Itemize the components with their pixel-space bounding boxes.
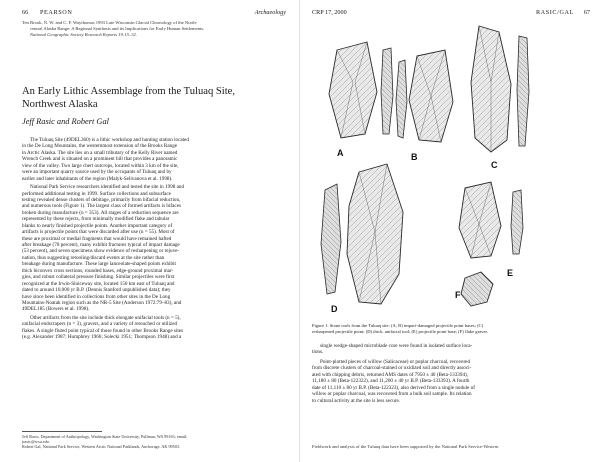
body-line: The Tuluaq Site (49DEL360) is a lithic workshop and hunting station located <box>30 137 189 143</box>
body-line: Point-plotted pieces of willow (Salicaceae) or poplar charcoal, recovered <box>320 358 471 365</box>
figure-label-f: F <box>455 290 461 300</box>
body-line: Other artifacts from the site include thick elongate unifacial tools (n = 5), <box>30 314 181 321</box>
footnote-line: Robert Gal, National Park Service, Western Arctic National Parklands, Anchorage, AK 99503. <box>22 444 180 450</box>
artifact-f <box>461 272 493 306</box>
artifact-e <box>459 182 501 258</box>
artifact-b <box>409 50 453 142</box>
body-line: dated to around 10,000 yr B.P. (Dennis Stanford unpublished data); they <box>22 287 171 294</box>
author-footnotes <box>22 434 292 450</box>
figure-label-e: E <box>507 268 514 278</box>
artifact-b-profile <box>396 60 407 138</box>
body-line: (e.g. Alexander 1987; Humphrey 1966; Solecki 1951; Thompson 1948) and a <box>22 334 182 341</box>
body-line: 11,180 ± 80 (Beta-122322), and 11,200 ± 40 yr B.P. (Beta-133393). A fourth <box>312 378 470 385</box>
body-line: recognized at the Irwin-Sluiceway site, located 150 km east of Tuluaq and <box>22 280 175 287</box>
right-page-number: 67 <box>583 9 590 16</box>
figure-label-d: D <box>331 304 338 314</box>
body-line: ated with chipping debris, returned AMS dates of 7950 ± 40 (Beta-133394), <box>312 371 469 378</box>
body-line: Wrench Creek and is situated on a prominent hill that provides a panoramic <box>22 156 178 163</box>
body-line: in Arctic Alaska. The site lies on a small tributary of the Kelly River named <box>22 149 178 156</box>
body-line: breakage during manufacture. These large lanceolate-shaped points exhibit <box>22 261 176 268</box>
reference-line: National Geographic Society Research Reports 19:15–32. <box>30 31 137 37</box>
body-line: thick biconvex cross sections, rounded bases, edge-ground proximal mar- <box>22 267 174 274</box>
body-line: broken during manufacture (n = 353). All stages of a reduction sequence are <box>22 209 179 216</box>
right-running-head-issue: CRP 17, 2000 <box>312 9 347 16</box>
body-line: gins, and robust collateral pressure finishing. Similar projectiles were first <box>22 274 175 281</box>
body-line: in the De Long Mountains, the westernmost extension of the Brooks Range <box>22 143 178 150</box>
right-body-text <box>312 343 592 404</box>
article-authors: Jeff Rasic and Robert Gal <box>22 117 109 126</box>
body-line: represented by these rejects, from minimally modified flake and tabular <box>22 216 170 223</box>
body-line: unifacial endscrapers (n = 3), gravers, and a variety of retouched or utilized <box>22 321 178 328</box>
reference-line: Ten Brook, N. W. and C. F. Waythomas 1993 Late Wisconsin Glacial Chronology of the North- <box>22 20 198 25</box>
body-line: single wedge-shaped microblade core were found in isolated surface loca- <box>320 343 473 349</box>
body-line: earlier and later inhabitants of the region (Malyk-Selivanova et al. 1998). <box>22 175 173 182</box>
body-line: performed additional testing in 1999. Surface collections and subsurface <box>22 190 171 197</box>
figure-label-a: A <box>337 148 344 158</box>
footnote-rule <box>22 431 102 432</box>
body-line: willow or poplar charcoal, was recovered from a bulk soil sample. Its relation <box>312 391 472 398</box>
figure-label-b: B <box>411 152 418 162</box>
footnote-line: jrasic@wsu.edu <box>22 439 49 445</box>
reference-line: central Alaska Range: A Regional Synthesis and its Implications for Early Human Settlements. <box>30 25 205 31</box>
body-line: blanks to nearly finished projectile points. Another important category of <box>22 222 173 229</box>
body-line: after breakage (78 percent), many exhibit fractures typical of impact damage <box>22 242 180 248</box>
body-line: these are proximal or medial fragments that would have remained hafted <box>22 235 172 242</box>
article-title <box>22 85 292 111</box>
body-line: and numerous tools (Figure 1). The largest class of formed artifacts is bifaces <box>22 203 181 210</box>
footnote-line: Jeff Rasic, Department of Anthropology, Washington State University, Pullman, WA 99163; email: <box>22 434 188 439</box>
artifact-a-profile <box>381 48 393 134</box>
article-title-line: Northwest Alaska <box>22 99 98 110</box>
body-line: were an important quarry source used by the occupants of Tuluaq and by <box>22 169 172 176</box>
body-line: (53 percent), and seven specimens show evidence of resharpening or rejuve- <box>22 248 180 255</box>
artifact-c <box>471 26 511 152</box>
body-line: have since been identified in collections from other sites in the De Long <box>22 293 171 300</box>
body-line: National Park Service researchers identified and tested the site in 1998 and <box>30 184 185 191</box>
body-line: Mountains-Noatak region such as the NR-5 Site (Anderson 1972:79–83), and <box>22 299 182 306</box>
figure-drawing <box>315 22 555 320</box>
artifact-d <box>347 164 403 304</box>
body-line: nation, thus suggesting retooling/discard events at the site rather than <box>22 254 165 261</box>
figure-caption <box>312 323 592 335</box>
artifact-d-profile <box>321 184 341 294</box>
reference-entry <box>22 20 290 38</box>
body-line: flakes. A single fluted point typical of those found in other Brooks Range sites <box>22 327 184 334</box>
caption-line: resharpened projectile point; (D) thick, unifacial tool; (E) projectile point base; (F) flake graver. <box>312 328 488 334</box>
caption-line: Figure 1. Stone tools from the Tuluaq site: (A, B) impact-damaged projectile point bases; (C) <box>312 323 484 328</box>
left-running-head-author: PEARSON <box>40 9 73 16</box>
right-running-head-author: RASIC/GAL <box>535 9 574 16</box>
left-running-head-journal: Archaeology <box>254 9 286 16</box>
left-body-text <box>22 137 292 341</box>
body-line: view of the valley. Two large chert outcrops, located within 3 km of the site, <box>22 162 179 169</box>
body-line: to cultural activity at the site is less secure. <box>312 397 401 404</box>
body-line: tions. <box>312 349 324 356</box>
artifact-c-profile <box>517 36 529 146</box>
figure-label-c: C <box>491 160 498 170</box>
body-line: testing revealed dense clusters of debitage, primarily from bifacial reduction, <box>22 196 181 203</box>
stone-tools-figure <box>315 22 555 320</box>
body-line: from discrete clusters of charcoal-stained or oxidized soil and directly associ- <box>312 365 472 372</box>
body-line: date of 11,110 ± 80 yr B.P. (Beta-122323), also derived from a single nodule of <box>312 384 475 391</box>
artifact-a <box>329 42 377 138</box>
body-line: artifacts is projectile points that were discarded after use (n = 55). Most of <box>22 229 175 236</box>
left-page-number: 66 <box>22 9 29 16</box>
acknowledgement-line: Fieldwork and analysis of the Tuluaq data have been supported by the National Park Service-Western <box>312 444 499 449</box>
artifact-e-profile <box>511 190 523 254</box>
body-line: 49DEL185 (Bowers et al. 1998). <box>22 306 90 313</box>
article-title-line: An Early Lithic Assemblage from the Tuluaq Site, <box>22 86 236 97</box>
